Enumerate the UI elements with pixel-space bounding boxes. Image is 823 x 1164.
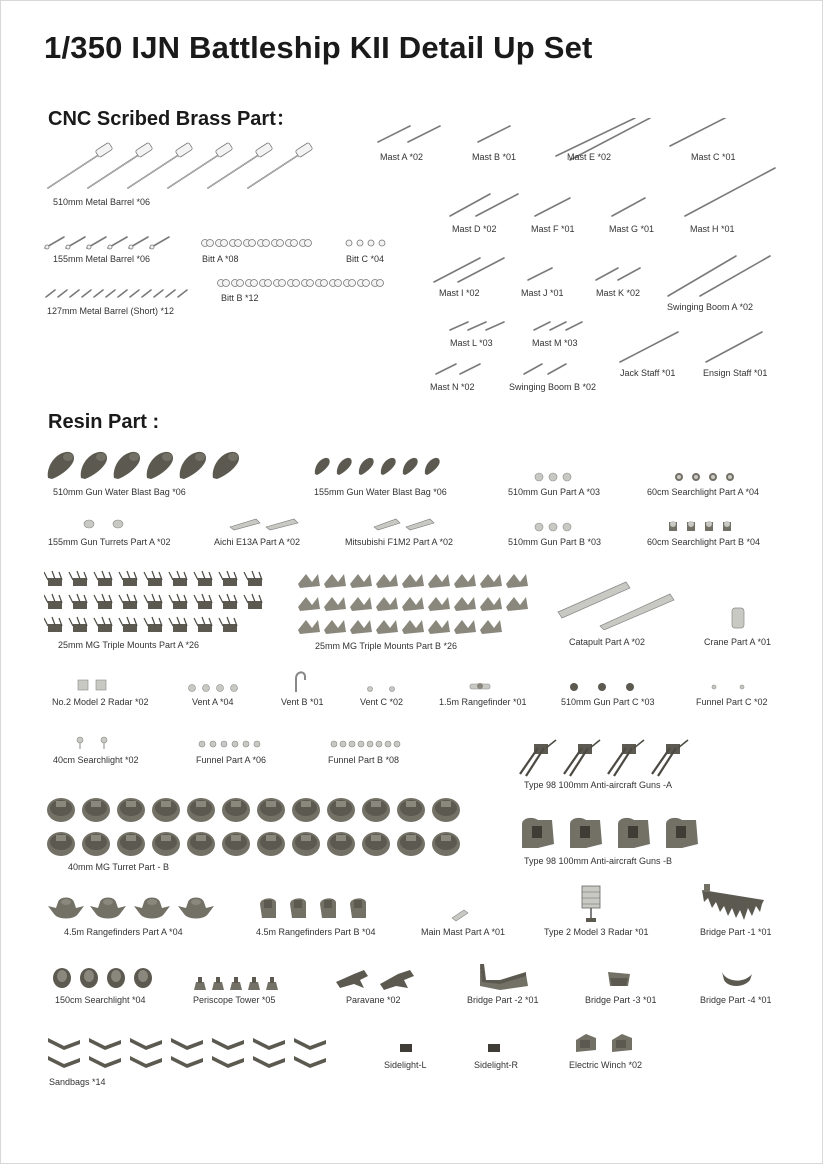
aichi-e13a-illustration [228, 515, 308, 531]
bitt-b-label: Bitt B *12 [221, 293, 259, 303]
blast-bag-510-illustration [44, 448, 250, 482]
radar-type2-label: Type 2 Model 3 Radar *01 [544, 927, 649, 937]
searchlight-60-b-label: 60cm Searchlight Part B *04 [647, 537, 761, 547]
barrel-510-illustration [40, 140, 320, 195]
page-title: 1/350 IJN Battleship KII Detail Up Set [44, 30, 593, 65]
aichi-e13a-label: Aichi E13A Part A *02 [214, 537, 301, 547]
blast-bag-155-label: 155mm Gun Water Blast Bag *06 [314, 487, 447, 497]
funnel-c-illustration [708, 682, 750, 692]
barrel-127-label: 127mm Metal Barrel (Short) *12 [47, 306, 175, 316]
radar-no2-label: No.2 Model 2 Radar *02 [52, 697, 149, 707]
gun-510-c-label: 510mm Gun Part C *03 [561, 697, 655, 707]
vent-c-illustration [364, 684, 400, 694]
rangefinder-45-b-label: 4.5m Rangefinders Part B *04 [256, 927, 376, 937]
sidelight-l-illustration [398, 1042, 414, 1054]
mg-turret-40-illustration [46, 796, 462, 860]
mast-a-label: Mast A *02 [380, 152, 424, 162]
mitsubishi-f1m2-illustration [372, 515, 438, 531]
turrets-155-a-label: 155mm Gun Turrets Part A *02 [48, 537, 171, 547]
bridge-4-illustration [720, 968, 754, 988]
type98-a-illustration [516, 736, 702, 778]
main-mast-a-illustration [450, 906, 470, 922]
bridge-2-illustration [476, 960, 532, 990]
searchlight-40-label: 40cm Searchlight *02 [53, 755, 139, 765]
gun-510-b-illustration [532, 520, 576, 534]
bitt-c-label: Bitt C *04 [346, 254, 385, 264]
mast-j-label: Mast J *01 [521, 288, 564, 298]
mast-m-label: Mast M *03 [532, 338, 578, 348]
mg-turret-40-label: 40mm MG Turret Part - B [68, 862, 170, 872]
searchlight-150-label: 150cm Searchlight *04 [55, 995, 146, 1005]
barrel-127-illustration [44, 286, 194, 300]
mast-e-label: Mast E *02 [567, 152, 612, 162]
sandbags-label: Sandbags *14 [49, 1077, 106, 1087]
mg-triple-a-illustration [44, 570, 270, 636]
paravane-illustration [334, 966, 420, 992]
vent-b-illustration [290, 668, 310, 694]
mast-d-label: Mast D *02 [452, 224, 497, 234]
brass-section-heading: CNC Scribed Brass Part： [48, 108, 296, 130]
rangefinder-45-a-illustration [46, 894, 218, 924]
electric-winch-illustration [572, 1030, 642, 1056]
periscope-label: Periscope Tower *05 [193, 995, 276, 1005]
bridge-3-label: Bridge Part -3 *01 [585, 995, 657, 1005]
electric-winch-label: Electric Winch *02 [569, 1060, 643, 1070]
ensign-staff-label: Ensign Staff *01 [703, 368, 768, 378]
funnel-a-label: Funnel Part A *06 [196, 755, 267, 765]
vent-b-label: Vent B *01 [281, 697, 324, 707]
periscope-illustration [192, 974, 280, 992]
gun-510-b-label: 510mm Gun Part B *03 [508, 537, 602, 547]
barrel-510-label: 510mm Metal Barrel *06 [53, 197, 151, 207]
barrel-155-label: 155mm Metal Barrel *06 [53, 254, 151, 264]
vent-c-label: Vent C *02 [360, 697, 404, 707]
barrel-155-illustration [42, 232, 177, 252]
catapult-a-illustration [556, 578, 676, 630]
bridge-1-label: Bridge Part -1 *01 [700, 927, 772, 937]
mast-h-label: Mast H *01 [690, 224, 735, 234]
radar-no2-illustration [74, 676, 114, 694]
bitt-a-illustration [200, 236, 320, 250]
rangefinder-45-a-label: 4.5m Rangefinders Part A *04 [64, 927, 183, 937]
sidelight-l-label: Sidelight-L [384, 1060, 427, 1070]
mast-i-label: Mast I *02 [439, 288, 480, 298]
mast-c-label: Mast C *01 [691, 152, 736, 162]
mitsubishi-f1m2-label: Mitsubishi F1M2 Part A *02 [345, 537, 454, 547]
sandbags-illustration [46, 1034, 338, 1076]
mast-g-label: Mast G *01 [609, 224, 655, 234]
mast-k-label: Mast K *02 [596, 288, 641, 298]
sidelight-r-label: Sidelight-R [474, 1060, 519, 1070]
radar-type2-illustration [576, 884, 606, 924]
searchlight-150-illustration [50, 966, 160, 990]
catapult-a-label: Catapult Part A *02 [569, 637, 646, 647]
searchlight-60-a-illustration [672, 470, 738, 484]
mast-l-label: Mast L *03 [450, 338, 493, 348]
bridge-2-label: Bridge Part -2 *01 [467, 995, 539, 1005]
funnel-a-illustration [196, 738, 266, 750]
rangefinder-45-b-illustration [256, 894, 378, 922]
vent-a-illustration [186, 682, 246, 694]
gun-510-a-label: 510mm Gun Part A *03 [508, 487, 601, 497]
main-mast-a-label: Main Mast Part A *01 [421, 927, 506, 937]
searchlight-60-b-illustration [666, 518, 740, 534]
swinging-boom-b-label: Swinging Boom B *02 [509, 382, 597, 392]
mast-n-label: Mast N *02 [430, 382, 475, 392]
jack-staff-label: Jack Staff *01 [620, 368, 676, 378]
type98-b-illustration [518, 814, 712, 850]
turrets-155-a-illustration [82, 518, 128, 530]
rangefinder-15-label: 1.5m Rangefinder *01 [439, 697, 527, 707]
mg-triple-b-illustration [296, 570, 530, 636]
swinging-boom-a-label: Swinging Boom A *02 [667, 302, 754, 312]
mast-b-label: Mast B *01 [472, 152, 517, 162]
rangefinder-15-illustration [468, 678, 492, 694]
funnel-b-label: Funnel Part B *08 [328, 755, 400, 765]
searchlight-60-a-label: 60cm Searchlight Part A *04 [647, 487, 760, 497]
mg-triple-b-label: 25mm MG Triple Mounts Part B *26 [315, 641, 458, 651]
paravane-label: Paravane *02 [346, 995, 401, 1005]
crane-a-illustration [728, 604, 748, 632]
vent-a-label: Vent A *04 [192, 697, 234, 707]
type98-a-label: Type 98 100mm Anti-aircraft Guns -A [524, 780, 673, 790]
mast-f-label: Mast F *01 [531, 224, 575, 234]
bitt-b-illustration [216, 276, 388, 290]
resin-section-heading: Resin Part : [48, 411, 160, 433]
gun-510-c-illustration [566, 680, 638, 694]
bridge-1-illustration [700, 882, 770, 924]
funnel-b-illustration [328, 738, 408, 750]
searchlight-40-illustration [72, 734, 112, 750]
crane-a-label: Crane Part A *01 [704, 637, 772, 647]
mg-triple-a-label: 25mm MG Triple Mounts Part A *26 [58, 640, 200, 650]
bridge-3-illustration [604, 968, 634, 990]
sidelight-r-illustration [486, 1042, 502, 1054]
blast-bag-510-label: 510mm Gun Water Blast Bag *06 [53, 487, 186, 497]
gun-510-a-illustration [532, 470, 576, 484]
funnel-c-label: Funnel Part C *02 [696, 697, 768, 707]
type98-b-label: Type 98 100mm Anti-aircraft Guns -B [524, 856, 673, 866]
bridge-4-label: Bridge Part -4 *01 [700, 995, 772, 1005]
blast-bag-155-illustration [312, 454, 452, 478]
bitt-a-label: Bitt A *08 [202, 254, 239, 264]
